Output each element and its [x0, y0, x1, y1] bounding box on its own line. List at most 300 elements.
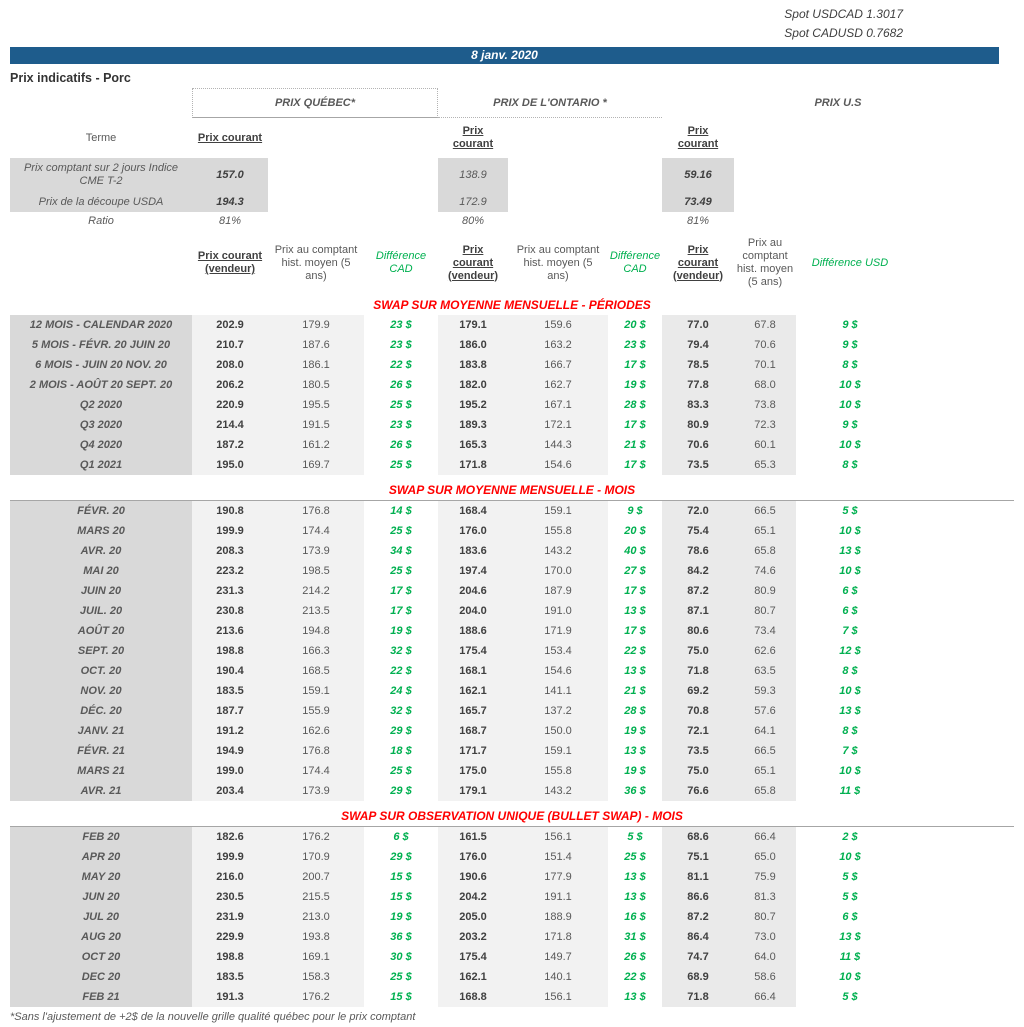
price-value: 87.1	[662, 601, 734, 621]
price-value: 168.7	[438, 721, 508, 741]
price-value: 198.5	[268, 561, 364, 581]
price-value: 156.1	[508, 827, 608, 847]
price-value: 66.4	[734, 987, 796, 1007]
price-value: 191.0	[508, 601, 608, 621]
price-value: 75.0	[662, 641, 734, 661]
difference-value: 17 $	[624, 459, 646, 471]
row-label: MAY 20	[10, 867, 192, 887]
table-row	[10, 455, 1014, 475]
price-value: 168.1	[438, 661, 508, 681]
difference-value: 31 $	[624, 931, 646, 943]
price-value: 72.0	[662, 501, 734, 521]
price-value: 204.0	[438, 601, 508, 621]
price-value: 60.1	[734, 435, 796, 455]
price-value: 176.8	[268, 501, 364, 521]
price-value: 223.2	[192, 561, 268, 581]
col-header-difference-cad: Différence CAD	[609, 250, 661, 275]
difference-value: 21 $	[624, 439, 646, 451]
price-value: 182.6	[192, 827, 268, 847]
price-value: 186.1	[268, 355, 364, 375]
difference-value: 20 $	[624, 525, 646, 537]
table-row	[10, 761, 1014, 781]
price-value: 151.4	[508, 847, 608, 867]
prix-courant-header-row	[10, 118, 1014, 158]
col-header-prix-courant-vendeur: Prix courant (vendeur)	[672, 243, 724, 282]
date-banner: 8 janv. 2020	[10, 47, 999, 64]
price-value: 176.0	[438, 521, 508, 541]
table-row	[10, 315, 1014, 335]
price-value: 229.9	[192, 927, 268, 947]
difference-value: 15 $	[390, 891, 412, 903]
table-row	[10, 355, 1014, 375]
row-label: AVR. 21	[10, 781, 192, 801]
price-value: 195.2	[438, 395, 508, 415]
price-value: 230.8	[192, 601, 268, 621]
difference-value: 20 $	[624, 319, 646, 331]
price-value: 198.8	[192, 641, 268, 661]
price-value: 149.7	[508, 947, 608, 967]
table-row	[10, 581, 1014, 601]
price-value: 75.0	[662, 761, 734, 781]
spot-on-value: 172.9	[438, 192, 508, 212]
difference-value: 23 $	[390, 319, 412, 331]
price-value: 176.2	[268, 827, 364, 847]
table-row	[10, 967, 1014, 987]
price-value: 73.0	[734, 927, 796, 947]
price-value: 71.8	[662, 987, 734, 1007]
row-label: FEB 21	[10, 987, 192, 1007]
difference-value: 5 $	[842, 991, 858, 1003]
table-row	[10, 561, 1014, 581]
difference-value: 9 $	[627, 505, 643, 517]
row-label: AVR. 20	[10, 541, 192, 561]
col-header-difference-usd: Différence USD	[811, 256, 889, 269]
price-value: 195.5	[268, 395, 364, 415]
col-header-prix-courant-vendeur: Prix courant (vendeur)	[197, 250, 263, 275]
page-title: Prix indicatifs - Porc	[10, 71, 131, 85]
price-value: 220.9	[192, 395, 268, 415]
ratio-on-value: 80%	[461, 215, 485, 227]
spot-cadusd: Spot CADUSD 0.7682	[784, 26, 903, 40]
price-value: 137.2	[508, 701, 608, 721]
spot-row-ratio	[10, 212, 1014, 230]
table-row	[10, 621, 1014, 641]
price-value: 87.2	[662, 581, 734, 601]
difference-value: 23 $	[390, 339, 412, 351]
spot-row-label: Prix comptant sur 2 jours Indice CME T-2	[10, 158, 192, 192]
spot-row-label: Prix de la découpe USDA	[10, 192, 192, 212]
price-value: 80.7	[734, 601, 796, 621]
difference-value: 17 $	[624, 359, 646, 371]
price-value: 167.1	[508, 395, 608, 415]
difference-value: 29 $	[390, 725, 412, 737]
table-row	[10, 415, 1014, 435]
price-value: 171.7	[438, 741, 508, 761]
difference-value: 6 $	[842, 911, 858, 923]
section-periodes-rows	[10, 315, 1014, 475]
table-row	[10, 375, 1014, 395]
row-label: AUG 20	[10, 927, 192, 947]
price-value: 194.8	[268, 621, 364, 641]
difference-value: 19 $	[624, 765, 646, 777]
price-value: 65.0	[734, 847, 796, 867]
difference-value: 7 $	[842, 745, 858, 757]
price-value: 210.7	[192, 335, 268, 355]
difference-value: 8 $	[842, 665, 858, 677]
difference-value: 22 $	[624, 645, 646, 657]
prix-courant-header-us: Prix courant	[677, 125, 719, 150]
difference-value: 13 $	[624, 605, 646, 617]
price-value: 57.6	[734, 701, 796, 721]
row-label: Q1 2021	[10, 455, 192, 475]
row-label: JUIL. 20	[10, 601, 192, 621]
table-row	[10, 741, 1014, 761]
difference-value: 40 $	[624, 545, 646, 557]
difference-value: 7 $	[842, 625, 858, 637]
price-value: 67.8	[734, 315, 796, 335]
difference-value: 29 $	[390, 785, 412, 797]
row-label: FEB 20	[10, 827, 192, 847]
difference-value: 27 $	[624, 565, 646, 577]
difference-value: 32 $	[390, 645, 412, 657]
difference-value: 5 $	[842, 891, 858, 903]
difference-value: 10 $	[839, 765, 861, 777]
price-value: 191.3	[192, 987, 268, 1007]
price-value: 191.5	[268, 415, 364, 435]
row-label: MAI 20	[10, 561, 192, 581]
price-table	[10, 88, 1014, 1007]
col-header-prix-courant-vendeur: Prix courant (vendeur)	[447, 243, 499, 282]
price-value: 72.1	[662, 721, 734, 741]
price-value: 206.2	[192, 375, 268, 395]
prix-courant-header-on: Prix courant	[452, 125, 494, 150]
difference-value: 34 $	[390, 545, 412, 557]
price-value: 203.4	[192, 781, 268, 801]
price-value: 144.3	[508, 435, 608, 455]
col-header-prix-comptant-hist: Prix au comptant hist. moyen (5 ans)	[516, 243, 600, 282]
price-value: 187.7	[192, 701, 268, 721]
price-value: 155.8	[508, 521, 608, 541]
price-value: 159.1	[508, 741, 608, 761]
difference-value: 19 $	[624, 725, 646, 737]
price-value: 161.2	[268, 435, 364, 455]
price-value: 180.5	[268, 375, 364, 395]
difference-value: 26 $	[624, 951, 646, 963]
col-header-difference-cad: Différence CAD	[375, 250, 427, 275]
price-value: 176.0	[438, 847, 508, 867]
price-value: 199.9	[192, 521, 268, 541]
row-label: NOV. 20	[10, 681, 192, 701]
price-value: 80.9	[662, 415, 734, 435]
price-value: 171.8	[508, 927, 608, 947]
price-value: 65.8	[734, 781, 796, 801]
ratio-us-value: 81%	[686, 215, 710, 227]
price-value: 191.2	[192, 721, 268, 741]
price-value: 230.5	[192, 887, 268, 907]
table-row	[10, 781, 1014, 801]
price-value: 141.1	[508, 681, 608, 701]
difference-value: 18 $	[390, 745, 412, 757]
difference-value: 25 $	[624, 851, 646, 863]
difference-value: 11 $	[839, 951, 861, 963]
difference-value: 36 $	[390, 931, 412, 943]
price-value: 59.3	[734, 681, 796, 701]
region-ontario-header: PRIX DE L'ONTARIO *	[438, 88, 662, 118]
price-value: 197.4	[438, 561, 508, 581]
price-value: 163.2	[508, 335, 608, 355]
price-value: 80.6	[662, 621, 734, 641]
price-value: 183.8	[438, 355, 508, 375]
price-value: 213.0	[268, 907, 364, 927]
price-value: 213.5	[268, 601, 364, 621]
price-value: 170.9	[268, 847, 364, 867]
row-label: SEPT. 20	[10, 641, 192, 661]
spot-us-value: 73.49	[662, 192, 734, 212]
price-value: 168.5	[268, 661, 364, 681]
spot-row-label: Ratio	[88, 214, 114, 227]
difference-value: 22 $	[624, 971, 646, 983]
column-header-row	[10, 230, 1014, 296]
section-title-row	[10, 296, 1014, 315]
price-value: 202.9	[192, 315, 268, 335]
section-mois-rows	[10, 501, 1014, 801]
price-value: 75.1	[662, 847, 734, 867]
difference-value: 17 $	[624, 585, 646, 597]
difference-value: 17 $	[390, 585, 412, 597]
price-value: 231.9	[192, 907, 268, 927]
row-label: 6 MOIS - JUIN 20 NOV. 20	[10, 355, 192, 375]
table-row	[10, 947, 1014, 967]
spot-row-usda	[10, 192, 1014, 212]
difference-value: 24 $	[390, 685, 412, 697]
price-value: 159.1	[268, 681, 364, 701]
price-value: 179.9	[268, 315, 364, 335]
price-value: 195.0	[192, 455, 268, 475]
price-value: 159.1	[508, 501, 608, 521]
difference-value: 25 $	[390, 765, 412, 777]
price-value: 155.9	[268, 701, 364, 721]
price-value: 231.3	[192, 581, 268, 601]
price-value: 176.8	[268, 741, 364, 761]
price-value: 205.0	[438, 907, 508, 927]
row-label: Q2 2020	[10, 395, 192, 415]
price-value: 74.6	[734, 561, 796, 581]
spot-us-value: 59.16	[662, 158, 734, 192]
price-value: 65.1	[734, 521, 796, 541]
price-value: 65.8	[734, 541, 796, 561]
price-value: 199.9	[192, 847, 268, 867]
row-label: Q4 2020	[10, 435, 192, 455]
price-value: 77.8	[662, 375, 734, 395]
price-value: 162.1	[438, 681, 508, 701]
price-value: 154.6	[508, 661, 608, 681]
section-title: SWAP SUR OBSERVATION UNIQUE (BULLET SWAP) - MOIS	[10, 807, 1014, 827]
difference-value: 21 $	[624, 685, 646, 697]
price-value: 140.1	[508, 967, 608, 987]
price-value: 78.6	[662, 541, 734, 561]
row-label: MARS 21	[10, 761, 192, 781]
spot-qc-value: 157.0	[192, 158, 268, 192]
price-value: 87.2	[662, 907, 734, 927]
price-value: 62.6	[734, 641, 796, 661]
price-value: 73.8	[734, 395, 796, 415]
price-value: 175.4	[438, 641, 508, 661]
price-value: 168.8	[438, 987, 508, 1007]
price-value: 75.9	[734, 867, 796, 887]
difference-value: 22 $	[390, 359, 412, 371]
difference-value: 29 $	[390, 851, 412, 863]
price-value: 162.6	[268, 721, 364, 741]
region-quebec-header: PRIX QUÉBEC*	[192, 88, 438, 118]
difference-value: 13 $	[839, 545, 861, 557]
difference-value: 25 $	[390, 565, 412, 577]
table-row	[10, 335, 1014, 355]
prix-courant-header-qc: Prix courant	[197, 131, 263, 144]
row-label: JUN 20	[10, 887, 192, 907]
table-row	[10, 887, 1014, 907]
row-label: DEC 20	[10, 967, 192, 987]
difference-value: 30 $	[390, 951, 412, 963]
price-value: 194.9	[192, 741, 268, 761]
difference-value: 5 $	[627, 831, 643, 843]
price-value: 64.0	[734, 947, 796, 967]
footnote: *Sans l'ajustement de +2$ de la nouvelle grille qualité québec pour le prix comptant	[10, 1011, 416, 1023]
price-value: 70.6	[662, 435, 734, 455]
difference-value: 17 $	[390, 605, 412, 617]
difference-value: 5 $	[842, 871, 858, 883]
price-value: 193.8	[268, 927, 364, 947]
difference-value: 13 $	[624, 891, 646, 903]
price-value: 166.7	[508, 355, 608, 375]
price-value: 173.9	[268, 541, 364, 561]
price-value: 165.7	[438, 701, 508, 721]
price-value: 81.1	[662, 867, 734, 887]
difference-value: 13 $	[624, 991, 646, 1003]
row-label: 5 MOIS - FÉVR. 20 JUIN 20	[10, 335, 192, 355]
price-value: 150.0	[508, 721, 608, 741]
difference-value: 8 $	[842, 459, 858, 471]
difference-value: 23 $	[624, 339, 646, 351]
price-value: 86.6	[662, 887, 734, 907]
table-row	[10, 907, 1014, 927]
difference-value: 25 $	[390, 971, 412, 983]
difference-value: 28 $	[624, 705, 646, 717]
price-value: 187.9	[508, 581, 608, 601]
row-label: 12 MOIS - CALENDAR 2020	[10, 315, 192, 335]
table-row	[10, 681, 1014, 701]
table-row	[10, 641, 1014, 661]
table-row	[10, 521, 1014, 541]
price-value: 80.9	[734, 581, 796, 601]
price-value: 176.2	[268, 987, 364, 1007]
price-value: 183.6	[438, 541, 508, 561]
price-value: 158.3	[268, 967, 364, 987]
price-value: 189.3	[438, 415, 508, 435]
section-title-row	[10, 807, 1014, 827]
price-value: 188.6	[438, 621, 508, 641]
row-label: DÉC. 20	[10, 701, 192, 721]
table-row	[10, 395, 1014, 415]
price-value: 173.9	[268, 781, 364, 801]
difference-value: 11 $	[839, 785, 861, 797]
price-value: 65.3	[734, 455, 796, 475]
difference-value: 19 $	[390, 911, 412, 923]
price-value: 216.0	[192, 867, 268, 887]
price-value: 156.1	[508, 987, 608, 1007]
price-value: 175.0	[438, 761, 508, 781]
price-value: 175.4	[438, 947, 508, 967]
price-value: 188.9	[508, 907, 608, 927]
spot-qc-value: 194.3	[192, 192, 268, 212]
difference-value: 17 $	[624, 419, 646, 431]
table-row	[10, 541, 1014, 561]
table-row	[10, 501, 1014, 521]
region-us-header: PRIX U.S	[814, 97, 862, 109]
difference-value: 10 $	[839, 851, 861, 863]
price-value: 70.6	[734, 335, 796, 355]
spot-row-cme	[10, 158, 1014, 192]
difference-value: 28 $	[624, 399, 646, 411]
price-value: 63.5	[734, 661, 796, 681]
difference-value: 12 $	[839, 645, 861, 657]
table-row	[10, 927, 1014, 947]
price-value: 66.5	[734, 741, 796, 761]
price-value: 213.6	[192, 621, 268, 641]
price-value: 174.4	[268, 521, 364, 541]
price-value: 70.1	[734, 355, 796, 375]
price-value: 183.5	[192, 681, 268, 701]
price-value: 70.8	[662, 701, 734, 721]
row-label: FÉVR. 20	[10, 501, 192, 521]
price-value: 162.7	[508, 375, 608, 395]
price-value: 153.4	[508, 641, 608, 661]
price-value: 143.2	[508, 541, 608, 561]
price-value: 182.0	[438, 375, 508, 395]
difference-value: 13 $	[624, 745, 646, 757]
price-value: 143.2	[508, 781, 608, 801]
price-value: 198.8	[192, 947, 268, 967]
price-value: 73.4	[734, 621, 796, 641]
price-value: 76.6	[662, 781, 734, 801]
spot-rates	[0, 0, 903, 43]
price-value: 65.1	[734, 761, 796, 781]
price-value: 168.4	[438, 501, 508, 521]
difference-value: 10 $	[839, 685, 861, 697]
difference-value: 25 $	[390, 525, 412, 537]
row-label: JUIN 20	[10, 581, 192, 601]
section-bullet-swap-rows	[10, 827, 1014, 1007]
price-value: 73.5	[662, 741, 734, 761]
section-title-row	[10, 481, 1014, 501]
difference-value: 2 $	[842, 831, 858, 843]
price-value: 58.6	[734, 967, 796, 987]
difference-value: 5 $	[842, 505, 858, 517]
price-value: 172.1	[508, 415, 608, 435]
difference-value: 15 $	[390, 871, 412, 883]
price-value: 190.4	[192, 661, 268, 681]
difference-value: 6 $	[393, 831, 409, 843]
price-value: 171.8	[438, 455, 508, 475]
price-value: 171.9	[508, 621, 608, 641]
row-label: OCT. 20	[10, 661, 192, 681]
difference-value: 17 $	[624, 625, 646, 637]
price-value: 169.1	[268, 947, 364, 967]
price-value: 190.8	[192, 501, 268, 521]
price-value: 71.8	[662, 661, 734, 681]
difference-value: 9 $	[842, 319, 858, 331]
difference-value: 16 $	[624, 911, 646, 923]
price-value: 214.2	[268, 581, 364, 601]
